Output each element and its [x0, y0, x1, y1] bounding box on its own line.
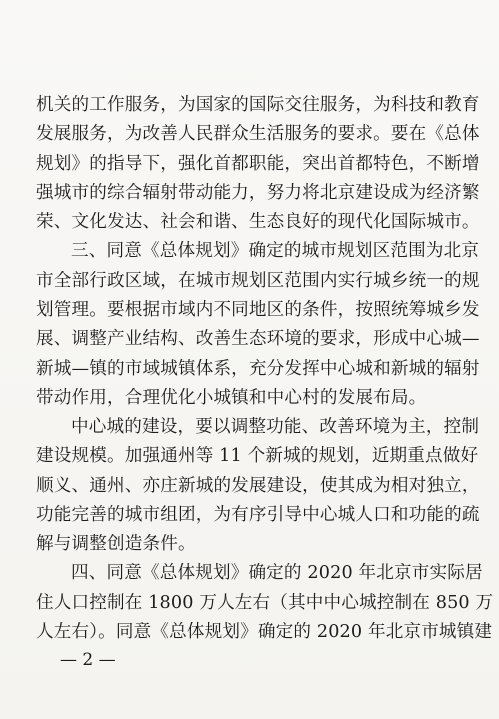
paragraph-three-start: 三、同意《总体规划》确定的城市规划区范围为北京 — [71, 241, 480, 261]
text-line: 市全部行政区域，在城市规划区范围内实行城乡统一的规 — [36, 271, 480, 291]
text-line: 规划》的指导下，强化首都职能，突出首都特色，不断增 — [36, 154, 480, 174]
text-line: 顺义、通州、亦庄新城的发展建设，使其成为相对独立， — [36, 476, 480, 496]
text-line: 强城市的综合辐射带动能力，努力将北京建设成为经济繁 — [36, 183, 480, 203]
text-line: 展、调整产业结构、改善生态环境的要求，形成中心城— — [36, 329, 480, 349]
page-number: — 2 — — [60, 650, 116, 670]
text-line: 发展服务，为改善人民群众生活服务的要求。要在《总体 — [36, 124, 480, 144]
text-line: 人左右）。同意《总体规划》确定的 2020 年北京市城镇建 — [36, 622, 493, 642]
text-line: 机关的工作服务，为国家的国际交往服务，为科技和教育 — [36, 95, 480, 115]
text-line: 新城—镇的市域城镇体系，充分发挥中心城和新城的辐射 — [36, 359, 480, 379]
text-line: 荣、文化发达、社会和谐、生态良好的现代化国际城市。 — [36, 212, 480, 232]
text-line: 解与调整创造条件。 — [36, 534, 196, 554]
text-line: 住人口控制在 1800 万人左右（其中中心城控制在 850 万 — [36, 593, 494, 613]
text-line: 划管理。要根据市域内不同地区的条件，按照统筹城乡发 — [36, 300, 480, 320]
paragraph-central-city-start: 中心城的建设，要以调整功能、改善环境为主，控制 — [71, 417, 480, 437]
text-line: 建设规模。加强通州等 11 个新城的规划，近期重点做好 — [36, 446, 479, 466]
paragraph-four-start: 四、同意《总体规划》确定的 2020 年北京市实际居 — [71, 563, 483, 583]
text-line: 功能完善的城市组团，为有序引导中心城人口和功能的疏 — [36, 505, 480, 525]
text-line: 带动作用，合理优化小城镇和中心村的发展布局。 — [36, 388, 427, 408]
